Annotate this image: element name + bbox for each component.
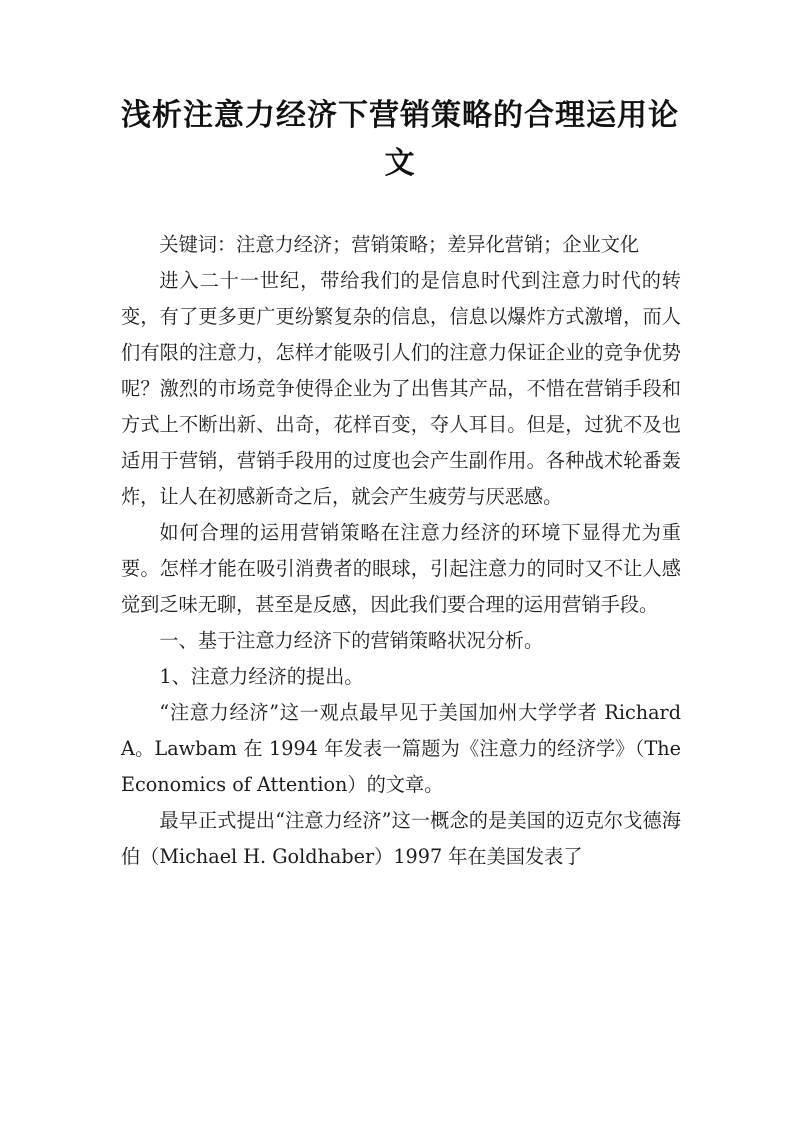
document-body: [121, 227, 681, 875]
importance-paragraph: 如何合理的运用营销策略在注意力经济的环境下显得尤为重要。怎样才能在吸引消费者的眼球，引起注意力的同时又不让人感觉到乏味无聊，甚至是反感，因此我们要合理的运用营销手段。: [121, 521, 681, 616]
document-title: 浅析注意力经济下营销策略的合理运用论文: [121, 98, 679, 181]
keywords-paragraph: 关键词：注意力经济；营销策略；差异化营销；企业文化: [159, 233, 640, 256]
subsection-heading: 1、注意力经济的提出。: [159, 665, 364, 688]
intro-paragraph: 进入二十一世纪，带给我们的是信息时代到注意力时代的转变，有了更多更广更纷繁复杂的信息，信息以爆炸方式激增，而人们有限的注意力，怎样才能吸引人们的注意力保证企业的竞争优势呢？激烈的市场竞争使得企业为了出售其产品，不惜在营销手段和方式上不断出新、出奇，花样百变，夺人耳目。但是，过犹不及也适用于营销，营销手段用的过度也会产生副作用。各种战术轮番轰炸，让人在初感新奇之后，就会产生疲劳与厌恶感。: [121, 269, 681, 508]
origin-paragraph: “注意力经济”这一观点最早见于美国加州大学学者 Richard A。Lawbam 在 1994 年发表一篇题为《注意力的经济学》（The Economics of Attention）的文章。: [121, 701, 681, 796]
concept-paragraph: 最早正式提出“注意力经济”这一概念的是美国的迈克尔戈德海伯（Michael H. Goldhaber）1997 年在美国发表了: [121, 809, 681, 868]
section-heading: 一、基于注意力经济下的营销策略状况分析。: [159, 629, 544, 652]
